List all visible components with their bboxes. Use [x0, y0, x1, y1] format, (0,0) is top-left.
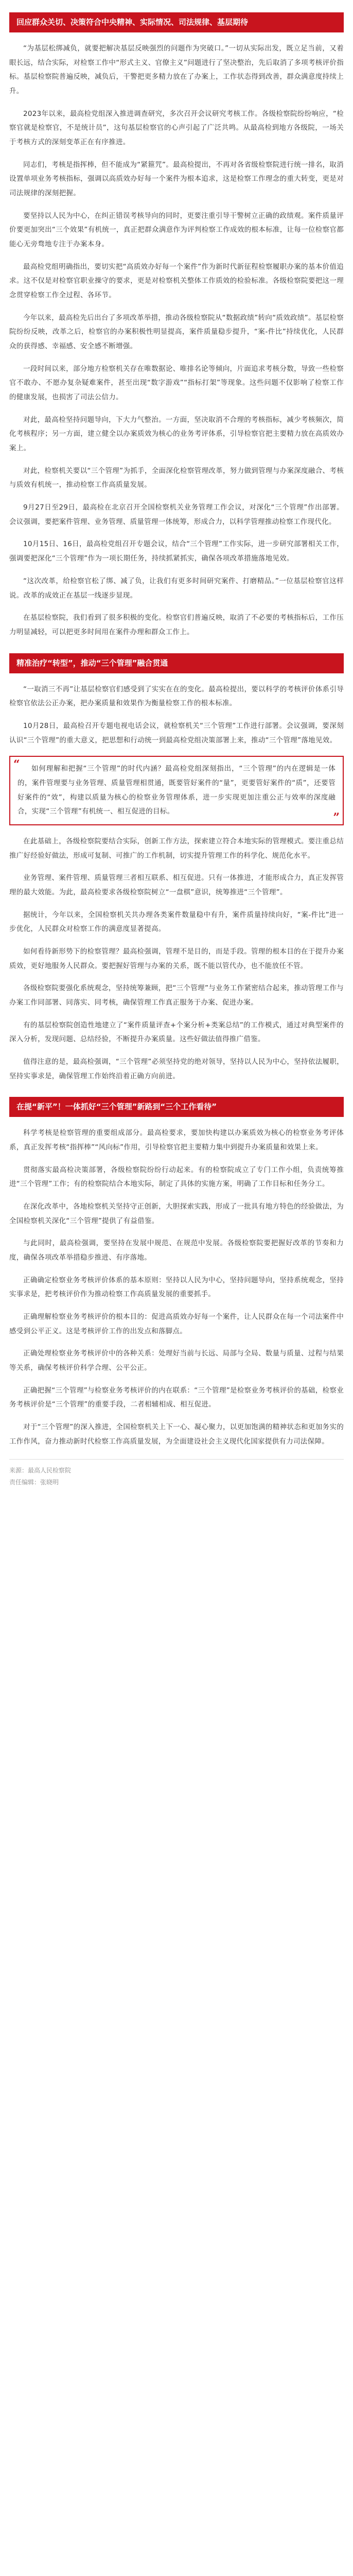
paragraph: 对此，最高检坚持问题导向，下大力气整治。一方面，坚决取消不合理的考核指标，减少考核频次，简化考核程序；另一方面，建立健全以办案质效为核心的业务考评体系，引导检察官把主要精力放在高质效办案上。	[9, 415, 344, 453]
section-title-1: 回应群众关切、决策符合中央精神、实际情况、司法规律、基层期待	[9, 12, 344, 32]
paragraph: 今年以来，最高检先后出台了多项改革举措，推动各级检察院从“数据政绩”转向“质效政绩”。基层检察院纷纷反映，改革之后，检察官的办案积极性明显提高，案件质量稳步提升，“案-件比”持续优化，人民群众的获得感、幸福感、安全感不断增强。	[9, 313, 344, 351]
paragraph: 要坚持以人民为中心，在纠正错误考核导向的同时，更要注重引导干警树立正确的政绩观。案件质量评价要更加突出“三个效果”有机统一，真正把群众满意作为评判检察工作成效的根本标准，让每一位检察官都能心无旁骛地专注于办案本身。	[9, 211, 344, 249]
paragraph: 2023年以来，最高检党组深入推进调查研究，多次召开会议研究考核工作。各级检察院纷纷响应，“检察官就是检察官，不是统计员”，这句基层检察官的心声引起了广泛共鸣。从最高检到地方各级院，一场关于考核方式的深刻变革正在有序推进。	[9, 109, 344, 147]
paragraph: 对于“三个管理”的深入推进，全国检察机关上下一心、凝心聚力，以更加饱满的精神状态和更加务实的工作作风，奋力推动新时代检察工作高质量发展，为全面建设社会主义现代化国家提供有力司法保障。	[9, 1423, 344, 1446]
paragraph: 如何看待新形势下的检察管理？最高检强调，管理不是目的，而是手段。管理的根本目的在于提升办案质效，更好地服务人民群众。要把握好管理与办案的关系，既不能以管代办，也不能放任不管。	[9, 947, 344, 970]
paragraph: 10月28日，最高检召开专题电视电话会议，就检察机关“三个管理”工作进行部署。会议强调，要深刻认识“三个管理”的重大意义，把思想和行动统一到最高检党组决策部署上来，推动“三个管理”落地见效。	[9, 721, 344, 744]
paragraph: 各级检察院要强化系统观念，坚持统筹兼顾，把“三个管理”与业务工作紧密结合起来，推动管理工作与办案工作同部署、同落实、同考核，确保管理工作真正服务于办案、促进办案。	[9, 984, 344, 1007]
paragraph: 与此同时，最高检强调，要坚持在发展中规范、在规范中发展。各级检察院要把握好改革的节奏和力度，确保各项改革举措稳步推进、有序落地。	[9, 1239, 344, 1262]
paragraph-highlight: 正确确定检察业务考核评价体系的基本原则：坚持以人民为中心，坚持问题导向，坚持系统观念，坚持实事求是，把考核评价作为推动检察工作高质量发展的重要抓手。	[9, 1276, 344, 1299]
paragraph: 一段时间以来，部分地方检察机关存在唯数据论、唯排名论等倾向，片面追求考核分数，导致一些检察官不敢办、不愿办复杂疑难案件，甚至出现“数字游戏”“指标打架”等现象。这些问题不仅影响了检察工作的健康发展，也损害了司法公信力。	[9, 364, 344, 402]
section-title-2: 精准治疗“转型”，推动“三个管理”融合贯通	[9, 653, 344, 673]
highlight-quote-box	[9, 756, 344, 825]
paragraph: 10月15日、16日，最高检党组召开专题会议，结合“三个管理”工作实际，进一步研究部署相关工作，强调要把深化“三个管理”作为一项长期任务，持续抓紧抓实，确保各项改革措施落地见效。	[9, 540, 344, 563]
source-line: 来源：最高人民检察院	[9, 1467, 72, 1475]
paragraph: “这次改革，给检察官松了绑、减了负，让我们有更多时间研究案件、打磨精品。”一位基层检察官这样说。改革的成效正在基层一线逐步显现。	[9, 577, 344, 600]
paragraph: 科学考核是检察管理的重要组成部分。最高检要求，要加快构建以办案质效为核心的检察业务考评体系，真正发挥考核“指挥棒”“风向标”作用，引导检察官把主要精力集中到提升办案质量和效果上来。	[9, 1129, 344, 1151]
paragraph: 同志们，考核是指挥棒，但不能成为“紧箍咒”。最高检提出，不再对各省级检察院进行统一排名，取消设置单项业务考核指标，强调以高质效办好每一个案件为根本追求，这是检察工作理念的重大转变，更是对司法规律的深刻把握。	[9, 160, 344, 198]
paragraph-highlight: 正确理解检察业务考核评价的根本目的：促进高质效办好每一个案件，让人民群众在每一个司法案件中感受到公平正义。这是考核评价工作的出发点和落脚点。	[9, 1313, 344, 1335]
paragraph: 业务管理、案件管理、质量管理三者相互联系、相互促进。只有一体推进，才能形成合力，真正发挥管理的最大效能。为此，最高检要求各级检察院树立“一盘棋”意识，统筹推进“三个管理”。	[9, 874, 344, 896]
close-quote-icon: ”	[333, 810, 340, 824]
paragraph: “为基层松绑减负，就要把解决基层反映强烈的问题作为突破口。”一切从实际出发，既立足当前，又着眼长远，结合实际，对检察工作中“形式主义、官僚主义”问题进行了坚决整治，先后取消了多项考核评价指标。基层检察院普遍反映，减负后，干警把更多精力放在了办案上，工作状态得到改善，群众满意度持续上升。	[9, 44, 344, 96]
paragraph: 在基层检察院，我们看到了很多积极的变化。检察官们普遍反映，取消了不必要的考核指标后，工作压力明显减轻，可以把更多时间用在案件办理和群众工作上。	[9, 614, 344, 636]
paragraph: 据统计，今年以来，全国检察机关共办理各类案件数量稳中有升，案件质量持续向好，“案-件比”进一步优化，人民群众对检察工作的满意度显著提高。	[9, 910, 344, 934]
paragraph: 值得注意的是，最高检强调，“三个管理”必须坚持党的绝对领导，坚持以人民为中心，坚持依法履职，坚持实事求是，确保管理工作始终沿着正确方向前进。	[9, 1057, 344, 1080]
article-footer	[9, 1459, 344, 1488]
paragraph: 最高检党组明确指出，要切实把“高质效办好每一个案件”作为新时代新征程检察履职办案的基本价值追求。这不仅是对检察官职业操守的要求，更是对检察机关整体工作质效的检验标准。各级检察院要把这一理念贯穿检察工作全过程、各环节。	[9, 262, 344, 300]
paragraph-highlight: 正确把握“三个管理”与检察业务考核评价的内在联系：“三个管理”是检察业务考核评价的基础，检察业务考核评价是“三个管理”的重要手段，二者相辅相成、相互促进。	[9, 1386, 344, 1409]
open-quote-icon: “	[13, 758, 20, 772]
section-title-3: 在提“新平”！一体抓好“三个管理”新路到“三个工作看待”	[9, 1097, 344, 1117]
editor-line: 责任编辑：张晓明	[9, 1479, 59, 1486]
quote-text: 如何理解和把握“三个管理”的时代内涵？最高检党组深刻指出，“三个管理”的内在逻辑是一体的，案件管理要与业务管理、质量管理相贯通，既要管好案件的“量”，更要管好案件的“质”，还要管好案件的“效”，构建以质量为核心的检察业务管理体系，进一步实现更加注重公正与效率的深度融合，实现“三个管理”有机统一、相互促进的目标。	[17, 765, 336, 816]
paragraph: “一取消三不再”让基层检察官们感受到了实实在在的变化。最高检提出，要以科学的考核评价体系引导检察官依法公正办案，把办案质量和效果作为衡量检察工作的根本标准。	[9, 685, 344, 708]
paragraph: 有的基层检察院创造性地建立了“案件质量评查+个案分析+类案总结”的工作模式，通过对典型案件的深入分析，发现问题、总结经验，不断提升办案质量。这些好做法值得推广借鉴。	[9, 1021, 344, 1044]
paragraph: 9月27日至29日，最高检在北京召开全国检察机关业务管理工作会议，对深化“三个管理”作出部署。会议强调，要把案件管理、业务管理、质量管理一体统筹，形成合力，以科学管理推动检察工作现代化。	[9, 503, 344, 526]
paragraph: 对此，检察机关要以“三个管理”为抓手，全面深化检察管理改革，努力做到管理与办案深度融合、考核与质效有机统一，推动检察工作高质量发展。	[9, 466, 344, 489]
paragraph: 贯彻落实最高检决策部署，各级检察院纷纷行动起来。有的检察院成立了专门工作小组，负责统筹推进“三个管理”工作；有的检察院结合本地实际，制定了具体的实施方案，明确了工作目标和任务分工。	[9, 1165, 344, 1189]
paragraph: 在此基础上，各级检察院要结合实际，创新工作方法，探索建立符合本地实际的管理模式。要注重总结推广好经验好做法，形成可复制、可推广的工作机制，切实提升管理工作的科学化、规范化水平。	[9, 837, 344, 860]
paragraph-highlight: 正确处理检察业务考核评价中的各种关系：处理好当前与长远、局部与全局、数量与质量、过程与结果等关系，确保考核评价科学合理、公平公正。	[9, 1349, 344, 1372]
paragraph: 在深化改革中，各地检察机关坚持守正创新，大胆探索实践，形成了一批具有地方特色的经验做法，为全国检察机关深化“三个管理”提供了有益借鉴。	[9, 1202, 344, 1225]
